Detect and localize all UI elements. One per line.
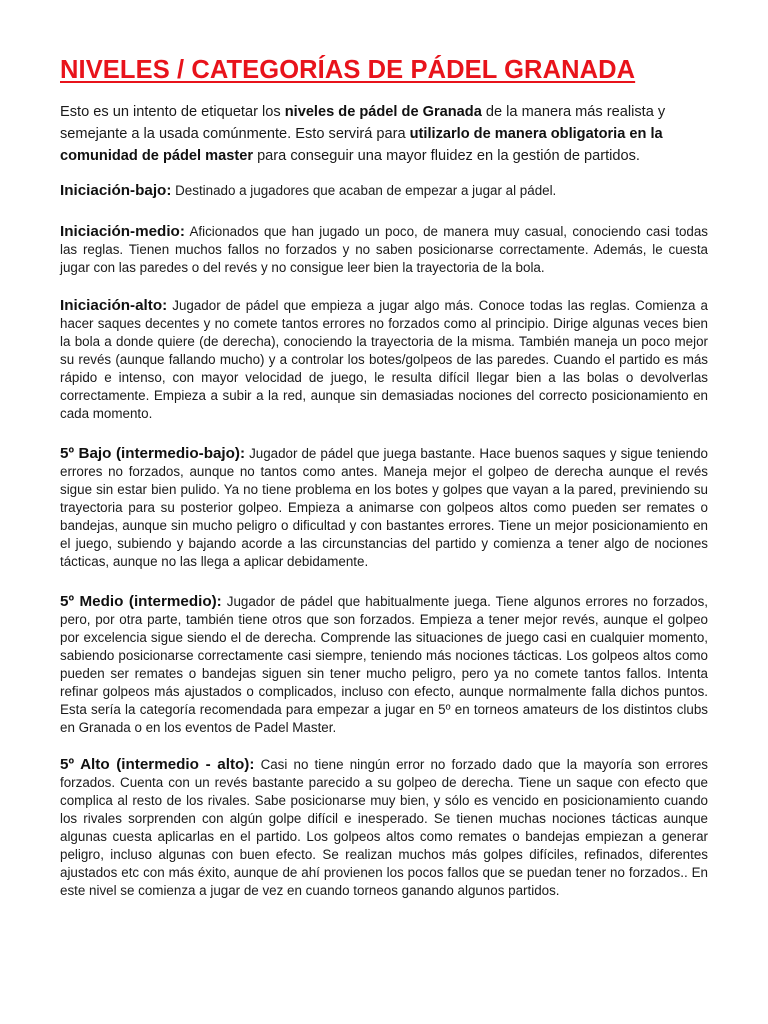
level-name: 5º Bajo (intermedio-bajo): bbox=[60, 445, 246, 462]
intro-text-1: Esto es un intento de etiquetar los bbox=[60, 104, 285, 120]
level-5-bajo bbox=[60, 445, 708, 571]
level-description: Casi no tiene ningún error no forzado dado que la mayoría son errores forzados. Cuenta con un revés bastante parecido a su golpeo de derecha. Tiene un saque con efecto que complica al resto de los rivales. Sabe posicionarse muy bien, y sólo es vencido en posicionamiento cuando los rivales sorprenden con algún golpe difícil e inesperado. Se tienen muchas nociones tácticas aunque algunas cuesta aplicarlas en el partido. Los golpeos altos como remates o bandejas empiezan a generar peligro, incluso algunas con buen efecto. Se realizan muchos más golpes difíciles, refinados, diferentes ajustados etc con más éxito, aunque de ahí provienen los pocos fallos que se puedan tener no forzados.. En este nivel se comienza a jugar de vez en cuando torneos ganando algunos partidos. bbox=[60, 757, 708, 898]
level-description: Jugador de pádel que empieza a jugar algo más. Conoce todas las reglas. Comienza a hacer saques decentes y no comete tantos errores no forzados como al principio. Dirige algunas veces bien la bola a donde quiere (de derecha), conociendo la trayectoria de la misma. También maneja un poco mejor su revés (aunque fallando mucho) y a controlar los botes/golpeos de las paredes. Cuando el partido es más rápido e intenso, con mayor velocidad de juego, le resulta difícil llegar bien a las bolas o devolverlas correctamente. Empieza a subir a la red, aunque sin demasiadas nociones del correcto posicionamiento en cada momento. bbox=[60, 298, 708, 421]
level-name: Iniciación-bajo: bbox=[60, 182, 172, 199]
level-5-alto bbox=[60, 756, 708, 900]
level-iniciacion-bajo bbox=[60, 182, 708, 200]
level-description: Aficionados que han jugado un poco, de manera muy casual, conociendo casi todas las reglas. Tienen muchos fallos no forzados y no saben posicionarse correctamente. Además, le cuesta jugar con las paredes o del revés y no consigue leer bien la trayectoria de la bola. bbox=[60, 224, 709, 275]
level-name: 5º Alto (intermedio - alto): bbox=[60, 756, 255, 773]
intro-text-2: de la manera más realista y semejante a la usada comúnmente. Esto servirá para bbox=[60, 104, 666, 142]
level-5-medio bbox=[60, 593, 708, 737]
level-description: Jugador de pádel que habitualmente juega. Tiene algunos errores no forzados, pero, por otra parte, también tiene otros que son forzados. Empieza a tener mejor revés, aunque el golpeo por excelencia sigue siendo el de derecha. Comprende las situaciones de juego casi en cualquier momento, sabiendo posicionarse correctamente casi siempre, teniendo más nociones tácticas. Los golpeos altos como pueden ser remates o bandejas siguen sin tener mucho peligro, pero ya no comete tantos fallos. Intenta refinar golpeos más ajustados o complicados, incluso con efecto, aunque normalmente falla dichos puntos. Esta sería la categoría recomendada para empezar a jugar en 5º en torneos amateurs de los distintos clubs en Granada o en los eventos de Padel Master. bbox=[60, 594, 708, 735]
level-description: Destinado a jugadores que acaban de empezar a jugar al pádel. bbox=[175, 183, 557, 198]
intro-text-3: para conseguir una mayor fluidez en la gestión de partidos. bbox=[253, 148, 640, 164]
level-name: Iniciación-alto: bbox=[60, 297, 168, 314]
intro-bold-2: utilizarlo de manera obligatoria en la comunidad de pádel master bbox=[60, 126, 663, 164]
level-iniciacion-alto bbox=[60, 297, 708, 423]
level-description: Jugador de pádel que juega bastante. Hace buenos saques y sigue teniendo errores no forzados, aunque no tantos como antes. Maneja mejor el golpeo de derecha aunque el revés sigue sin estar bien pulido. Ya no tiene problema en los botes y golpes que vayan a la pared, previniendo su trayectoria para su posterior golpeo. Empieza a animarse con golpeos altos como pueden ser remates o bandejas, aunque sin mucho peligro o dificultad y con bastantes errores. Tiene un mejor posicionamiento en el juego, subiendo y bajando acorde a las circunstancias del partido y comienza a tener algo de nociones tácticas, aunque no las llega a aplicar debidamente. bbox=[60, 446, 708, 569]
intro-paragraph bbox=[60, 101, 708, 167]
intro-bold-1: niveles de pádel de Granada bbox=[284, 104, 482, 120]
level-iniciacion-medio bbox=[60, 223, 708, 277]
page-title: NIVELES / CATEGORÍAS DE PÁDEL GRANADA bbox=[60, 56, 636, 84]
level-name: Iniciación-medio: bbox=[60, 223, 185, 240]
level-name: 5º Medio (intermedio): bbox=[60, 593, 222, 610]
